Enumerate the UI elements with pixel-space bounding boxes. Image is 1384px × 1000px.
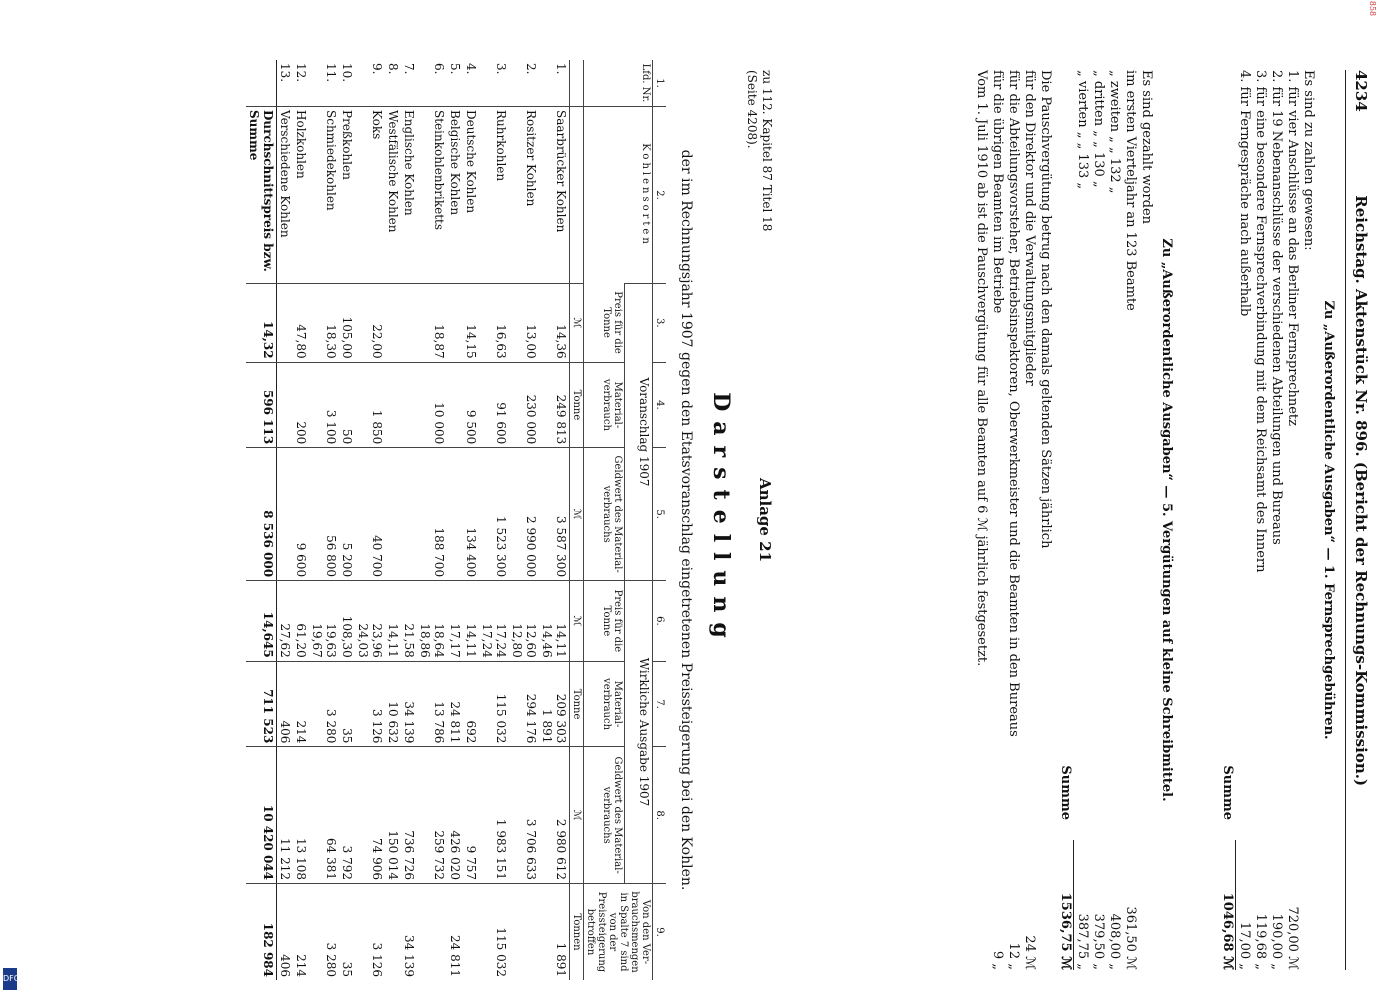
section2-item <box>1122 70 1138 970</box>
cell-s9: 214 <box>293 884 309 981</box>
cell-nr: 9. <box>370 63 384 75</box>
annex-ref2: (Seite 4208). <box>745 70 759 149</box>
cell-c1: 200 <box>293 362 309 448</box>
margin-mark: 858 <box>1367 0 1377 17</box>
cell-s9: 3 126 <box>355 884 385 981</box>
unit-mark1: ℳ <box>570 284 584 363</box>
cell-nr: 4. <box>464 63 478 75</box>
cell-v2: 1 983 151 <box>479 747 509 884</box>
annex-title: Anlage 21 <box>756 477 774 563</box>
cell-v2: 11 212 <box>277 747 294 884</box>
sum-c2: 711 523 <box>246 661 277 747</box>
cell-c2: 3 126 <box>355 661 385 747</box>
cell-nr: 2. <box>524 63 538 75</box>
cell-p2: 18,64 18,86 <box>417 581 447 662</box>
unit-empty2 <box>570 107 584 284</box>
cell-c2: 34 139 <box>401 661 417 747</box>
cell-nr: 6. <box>432 63 446 75</box>
cell-v1: 2 990 000 <box>509 448 539 581</box>
cell-nr: 1. <box>554 63 568 75</box>
table-row <box>539 60 570 980</box>
section1-item-text: 2. für 19 Nebenanschlüsse der verschiedenen Abteilungen und Bureaus <box>1269 70 1284 545</box>
cell-v1: 9 600 <box>293 448 309 581</box>
cell-nr: 7. <box>402 63 416 75</box>
table-row <box>277 60 294 980</box>
header-title: Reichstag. Aktenstück Nr. 896. (Bericht der Rechnungs-Kommission.) <box>1352 195 1370 787</box>
cell-p2: 14,11 <box>385 581 401 662</box>
cell-name: Deutsche Kohlen <box>463 107 479 284</box>
cell-c2: 3 280 <box>309 661 339 747</box>
cell-c1 <box>447 362 463 448</box>
column-number: 5. <box>653 448 667 581</box>
cell-name: Westfälische Kohlen <box>385 107 401 284</box>
section1-item <box>1284 70 1300 970</box>
sum-p2: 14,645 <box>246 581 277 662</box>
section1-item <box>1252 70 1268 970</box>
section2-item-value: 408,00 „ <box>1107 913 1122 970</box>
table-subtitle: der im Rechnungsjahr 1907 gegen den Etatsvoranschlag eingetretenen Preissteigerung bei den Kohlen. <box>678 149 694 891</box>
column-numbers-row <box>653 60 667 980</box>
cell-p1: 16,63 <box>479 284 509 363</box>
cell-name: Koks <box>355 107 385 284</box>
section1-item-value: 17,00 „ <box>1235 840 1252 970</box>
header-rule <box>1345 70 1346 970</box>
section2-item <box>1090 70 1106 970</box>
h-cons2: Material-verbrauch <box>584 661 625 747</box>
rate-text: für die übrigen Beamten im Betriebe <box>990 70 1005 314</box>
section1-sum-value: 1046,68 ℳ <box>1220 892 1235 970</box>
section2-item-text: „ zweiten „ „ 132 „ <box>1107 70 1122 194</box>
section2-sum-label: Summe <box>1058 765 1073 820</box>
unit-row <box>570 60 584 980</box>
column-number: 6. <box>653 581 667 662</box>
section1-item-value: 119,68 „ <box>1253 913 1268 970</box>
cell-p2: 14,11 <box>463 581 479 662</box>
cell-name: Rositzer Kohlen <box>509 107 539 284</box>
cell-v2: 13 108 <box>293 747 309 884</box>
table-row <box>385 60 401 980</box>
section2-text1: Die Pauschvergütung betrug nach den damals geltenden Sätzen jährlich <box>1038 70 1053 549</box>
rate-item <box>1005 70 1021 970</box>
h-value1: Geldwert des Material-verbrauchs <box>584 448 625 581</box>
section1-item <box>1235 70 1252 970</box>
cell-s9 <box>385 884 401 981</box>
table-row <box>447 60 463 980</box>
annex-block <box>745 70 774 970</box>
table-row <box>293 60 309 980</box>
section1-heading: Zu „Außerordentliche Ausgaben“ — 1. Fernsprechgebühren. <box>1321 300 1336 740</box>
cell-v2: 64 381 <box>309 747 339 884</box>
annex-ref1: zu 112. Kapitel 87 Titel 18 <box>760 70 774 232</box>
table-sum-row <box>246 60 277 980</box>
section2-item-text: „ dritten „ „ 130 „ <box>1091 70 1106 188</box>
cell-name: Belgische Kohlen <box>447 107 463 284</box>
cell-name: Saarbrücker Kohlen <box>539 107 570 284</box>
unit-mark2: ℳ <box>570 448 584 581</box>
cell-p1 <box>401 284 417 363</box>
cell-c1 <box>385 362 401 448</box>
h-price1: Preis für die Tonne <box>584 284 625 363</box>
cell-nr: 8. <box>386 63 400 75</box>
section2-item-text: im ersten Vierteljahr an 123 Beamte <box>1123 70 1138 311</box>
sum-9: 182 984 <box>246 884 277 981</box>
table-row <box>417 60 447 980</box>
cell-c1: 3 100 <box>309 362 339 448</box>
cell-c2: 10 632 <box>385 661 401 747</box>
cell-p2: 17,17 <box>447 581 463 662</box>
section2-intro: Es sind gezahlt worden <box>1139 70 1154 225</box>
cell-v1: 56 800 <box>309 448 339 581</box>
cell-v2: 426 020 <box>447 747 463 884</box>
h-cons1: Material-verbrauch <box>584 362 625 448</box>
cell-c1: 10 000 <box>417 362 447 448</box>
rate-value: 24 ℳ <box>1022 935 1037 970</box>
table-row <box>463 60 479 980</box>
cell-v1: 3 587 300 <box>539 448 570 581</box>
column-number: 7. <box>653 661 667 747</box>
cell-s9: 34 139 <box>401 884 417 981</box>
annex-refs <box>744 70 774 231</box>
page-header <box>1352 70 1370 970</box>
cell-c2: 406 <box>277 661 294 747</box>
section2-sum <box>1057 70 1073 970</box>
cell-c1 <box>401 362 417 448</box>
cell-nr: 12. <box>294 63 308 83</box>
sum-v1: 8 536 000 <box>246 448 277 581</box>
section2-heading: Zu „Außerordentliche Ausgaben“ — 5. Vergütungen auf kleine Schreibmittel. <box>1159 238 1174 802</box>
cell-p1: 105,00 <box>339 284 355 363</box>
section2-item <box>1073 70 1090 970</box>
cell-s9: 35 <box>339 884 355 981</box>
unit-tonnen: Tonnen <box>570 884 584 981</box>
cell-v1: 5 200 <box>339 448 355 581</box>
cell-v1: 134 400 <box>463 448 479 581</box>
rate-text: für die Abteilungsvorsteher, Betriebsinspektoren, Oberwerkmeister und die Beamten in den Bureaus <box>1006 70 1021 737</box>
sum-v2: 10 420 044 <box>246 747 277 884</box>
cell-nr: 11. <box>324 63 338 83</box>
section1-items <box>1235 70 1300 970</box>
section2-item-value: 387,75 „ <box>1073 840 1090 970</box>
section2-item-text: „ vierten „ „ 133 „ <box>1075 70 1090 190</box>
cell-c1: 91 600 <box>479 362 509 448</box>
section1-item-text: 3. für eine besondere Fernsprechverbindung mit dem Reichsamt des Innern <box>1253 70 1268 573</box>
cell-v2: 2 980 612 <box>539 747 570 884</box>
cell-s9 <box>463 884 479 981</box>
cell-v1: 1 523 300 <box>479 448 509 581</box>
cell-v1 <box>447 448 463 581</box>
cell-p2: 108,30 <box>339 581 355 662</box>
h-value2: Geldwert des Material-verbrauchs <box>584 747 625 884</box>
cell-p1: 14,36 <box>539 284 570 363</box>
table-row <box>401 60 417 980</box>
cell-v2: 74 906 <box>355 747 385 884</box>
cell-c1 <box>277 362 294 448</box>
h-group2: Wirkliche Ausgabe 1907 <box>625 581 653 884</box>
cell-c1: 50 <box>339 362 355 448</box>
sum-p1: 14,32 <box>246 284 277 363</box>
cell-s9 <box>417 884 447 981</box>
cell-p2: 23,96 24,03 <box>355 581 385 662</box>
cell-s9: 1 891 <box>539 884 570 981</box>
cell-s9: 406 <box>277 884 294 981</box>
group-header-row <box>625 60 653 980</box>
sum-c1: 596 113 <box>246 362 277 448</box>
cell-v2: 3 706 633 <box>509 747 539 884</box>
h-sorten: Kohlensorten <box>584 107 653 284</box>
h-col9: Von den Ver-brauchsmengen in Spalte 7 sind von der Preissteigerung betroffen <box>584 884 653 981</box>
dfg-logo: DFG <box>3 968 17 990</box>
section2-sum-value: 1536,75 ℳ <box>1058 892 1073 970</box>
cell-p1: 13,00 <box>509 284 539 363</box>
column-number: 4. <box>653 362 667 448</box>
big-title: Darstellung <box>708 392 734 648</box>
cell-c2: 209 303 1 891 <box>539 661 570 747</box>
cell-v1: 40 700 <box>355 448 385 581</box>
section2-item <box>1106 70 1122 970</box>
coal-price-table <box>246 60 666 980</box>
cell-s9: 24 811 <box>447 884 463 981</box>
cell-name: Preßkohlen <box>339 107 355 284</box>
page-number: 4234 <box>1352 70 1370 112</box>
section1-item-text: 1. für vier Anschlüsse an das Berliner Fernsprechnetz <box>1285 70 1300 426</box>
rate-value: 9 „ <box>990 950 1005 970</box>
cell-name: Englische Kohlen <box>401 107 417 284</box>
section1-item-value: 720,00 ℳ <box>1285 906 1300 970</box>
cell-v1 <box>401 448 417 581</box>
cell-p1: 14,15 <box>463 284 479 363</box>
section2-item-value: 361,50 ℳ <box>1123 906 1138 970</box>
section-fernsprech <box>1219 70 1336 970</box>
cell-p1: 18,87 <box>417 284 447 363</box>
rate-item <box>1021 70 1037 970</box>
cell-v2: 3 792 <box>339 747 355 884</box>
cell-c2: 692 <box>463 661 479 747</box>
cell-p2: 61,20 <box>293 581 309 662</box>
cell-nr: 5. <box>448 63 462 75</box>
cell-c2: 115 032 <box>479 661 509 747</box>
h-group1: Voranschlag 1907 <box>625 284 653 581</box>
rate-value: 12 „ <box>1006 942 1021 970</box>
cell-v2: 259 732 <box>417 747 447 884</box>
section2-text2: Vom 1. Juli 1910 ab ist die Pauschvergütung für alle Beamten auf 6 ℳ jährlich festgesetzt. <box>974 70 989 667</box>
cell-p2: 12,60 12,80 <box>509 581 539 662</box>
cell-name: Steinkohlenbriketts <box>417 107 447 284</box>
cell-c1: 1 850 <box>355 362 385 448</box>
cell-v1 <box>385 448 401 581</box>
table-row <box>309 60 339 980</box>
cell-p1 <box>385 284 401 363</box>
cell-s9: 3 280 <box>309 884 339 981</box>
cell-p1: 47,80 <box>293 284 309 363</box>
cell-p1: 22,00 <box>355 284 385 363</box>
column-number: 9. <box>653 884 667 981</box>
cell-c2: 24 811 <box>447 661 463 747</box>
cell-v1: 188 700 <box>417 448 447 581</box>
section2-rates <box>989 70 1037 970</box>
section-schreibmittel <box>973 70 1174 970</box>
unit-ton1: Tonne <box>570 362 584 448</box>
unit-ton2: Tonne <box>570 661 584 747</box>
table-row <box>479 60 509 980</box>
rate-text: für den Direktor und die Verwaltungsmitglieder <box>1022 70 1037 386</box>
section1-item-value: 190,00 „ <box>1269 913 1284 970</box>
cell-v2: 150 014 <box>385 747 401 884</box>
cell-c2: 35 <box>339 661 355 747</box>
rate-item <box>989 70 1005 970</box>
table-row <box>339 60 355 980</box>
cell-p2: 27,62 <box>277 581 294 662</box>
column-number: 1. <box>653 60 667 107</box>
cell-p1 <box>277 284 294 363</box>
unit-mark4: ℳ <box>570 747 584 884</box>
h-price2: Preis für die Tonne <box>584 581 625 662</box>
cell-p1: 18,30 <box>309 284 339 363</box>
column-number: 8. <box>653 747 667 884</box>
table-body <box>277 60 570 980</box>
cell-c2: 214 <box>293 661 309 747</box>
cell-nr: 3. <box>494 63 508 75</box>
sum-name: Durchschnittspreis bzw. Summe <box>246 107 277 284</box>
cell-s9: 115 032 <box>479 884 509 981</box>
unit-empty1 <box>570 60 584 107</box>
table-row <box>355 60 385 980</box>
unit-mark3: ℳ <box>570 581 584 662</box>
cell-v2: 9 757 <box>463 747 479 884</box>
section2-items <box>1073 70 1138 970</box>
column-number: 2. <box>653 107 667 284</box>
cell-name: Ruhrkohlen <box>479 107 509 284</box>
section1-item <box>1268 70 1284 970</box>
cell-name: Verschiedene Kohlen <box>277 107 294 284</box>
cell-name: Schmiedekohlen <box>309 107 339 284</box>
cell-p2: 21,58 <box>401 581 417 662</box>
section1-sum <box>1219 70 1235 970</box>
cell-p1 <box>447 284 463 363</box>
cell-c2: 13 786 <box>417 661 447 747</box>
section1-intro: Es sind zu zahlen gewesen: <box>1301 70 1316 251</box>
cell-v1 <box>277 448 294 581</box>
section2-item-value: 379,50 „ <box>1091 913 1106 970</box>
cell-c1: 9 500 <box>463 362 479 448</box>
cell-c1: 249 813 <box>539 362 570 448</box>
cell-p2: 17,24 17,24 <box>479 581 509 662</box>
cell-nr: 10. <box>340 63 354 83</box>
cell-name: Holzkohlen <box>293 107 309 284</box>
section1-sum-label: Summe <box>1220 765 1235 820</box>
cell-c1: 230 000 <box>509 362 539 448</box>
cell-p2: 14,11 14,46 <box>539 581 570 662</box>
h-nr: Lfd. Nr. <box>584 60 653 107</box>
section1-item-text: 4. für Ferngespräche nach außerhalb <box>1237 70 1252 317</box>
cell-v2: 736 726 <box>401 747 417 884</box>
table-row <box>509 60 539 980</box>
cell-p2: 19,63 19,67 <box>309 581 339 662</box>
cell-s9 <box>509 884 539 981</box>
cell-c2: 294 176 <box>509 661 539 747</box>
cell-nr: 13. <box>278 63 292 83</box>
sum-nr <box>246 60 277 107</box>
column-number: 3. <box>653 284 667 363</box>
